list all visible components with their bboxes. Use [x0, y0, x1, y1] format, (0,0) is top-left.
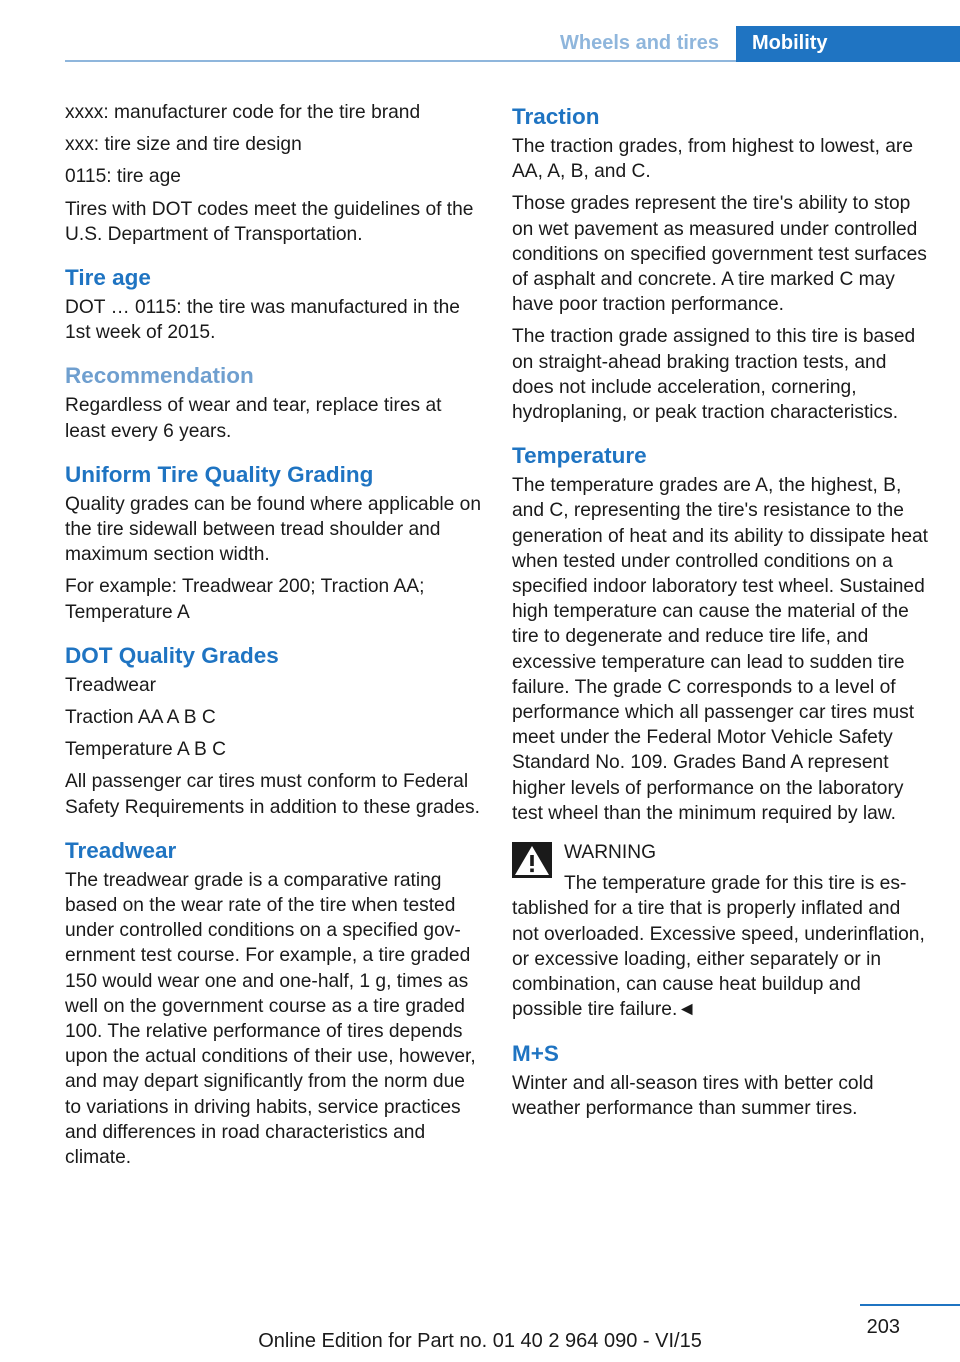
warning-triangle-icon — [512, 842, 552, 878]
utqg-text: Quality grades can be found where applicable on the tire sidewall between tread shoulder and maximum section width. — [65, 493, 482, 566]
chapter-tab-mobility: Mobility — [736, 26, 960, 62]
dot-code-guidelines-text: Tires with DOT codes meet the guidelines of the U.S. Department of Transportation. — [65, 198, 474, 245]
temperature-heading: Temperature — [512, 443, 647, 469]
dot-quality-grades-heading: DOT Quality Grades — [65, 642, 279, 668]
temperature-text: The temperature grades are A, the highest, B, and C, representing the tire's resistance to the generation of heat and its ability to dissipate heat when tested under controlled conditions on a specified indoor laboratory test wheel. Sustained high temperature can cause the material of the tire to degenerate and reduce tire life, and excessive temperature can lead to sudden tire failure. The grade C corresponds to a level of performance which all passenger car tires must meet under the Federal Motor Vehicle Safety Standard No. 109. Grades Band A represent higher levels of performance on the laboratory test wheel than the minimum required by law. — [512, 475, 929, 824]
edition-footer: Online Edition for Part no. 01 40 2 964 090 - VI/15 — [258, 1330, 702, 1352]
traction-text-2: Those grades represent the tire's ability to stop on wet pavement as measured under controlled conditions on specified government test surfaces of asphalt and concrete. A tire marked C may have poor traction performance. — [512, 193, 927, 316]
page-number: 203 — [866, 1316, 900, 1338]
warning-text: The temperature grade for this tire is established for a tire that is properly inflated and not overloaded. Excessive speed, underinflation, or excessive loading, either separately or in combination, can cause heat buildup and possible tire failure.◄ — [512, 873, 925, 1021]
treadwear-heading: Treadwear — [65, 837, 177, 863]
dot-grade-traction: Traction AA A B C — [65, 707, 216, 729]
dot-code-age-line: 0115: tire age — [65, 166, 181, 188]
footer-rule — [860, 1304, 960, 1306]
traction-text-3: The traction grade assigned to this tire is based on straight-ahead braking traction tests, and does not include acceleration, cornering, hydroplaning, or peak traction characteristics. — [512, 326, 916, 424]
warning-title: WARNING — [564, 842, 657, 864]
recommendation-heading: Recommendation — [65, 363, 254, 389]
section-tab-wheels-and-tires: Wheels and tires — [560, 32, 719, 54]
right-column — [512, 100, 932, 1128]
utqg-heading: Uniform Tire Quality Grading — [65, 461, 374, 487]
tire-age-text: DOT … 0115: the tire was manufactured in the 1st week of 2015. — [65, 297, 460, 344]
ms-text: Winter and all-season tires with better cold weather performance than summer tires. — [512, 1072, 874, 1119]
dot-grade-treadwear: Treadwear — [65, 674, 156, 696]
dot-code-size-line: xxx: tire size and tire design — [65, 134, 302, 156]
warning-block — [512, 840, 932, 1022]
traction-heading: Traction — [512, 104, 600, 129]
ms-heading: M+S — [512, 1040, 559, 1066]
traction-text-1: The traction grades, from highest to lowest, are AA, A, B, and C. — [512, 136, 913, 183]
treadwear-text: The treadwear grade is a comparative rating based on the wear rate of the tire when tested under controlled conditions on a specified government test course. For example, a tire graded 150 would wear one and one-half, 1 g, times as well on the government course as a tire graded 100. The relative performance of tires depends upon the actual conditions of their use, however, and may depart significantly from the norm due to variations in driving habits, service practices and differences in road characteristics and climate. — [65, 869, 476, 1169]
dot-grade-temperature: Temperature A B C — [65, 739, 227, 761]
dot-code-brand-line: xxxx: manufacturer code for the tire brand — [65, 102, 421, 123]
utqg-example-text: For example: Treadwear 200; Traction AA; Temperature A — [65, 576, 425, 623]
header-rule — [65, 60, 736, 62]
tire-age-heading: Tire age — [65, 265, 151, 291]
dot-grades-text: All passenger car tires must conform to Federal Safety Requirements in addition to these grades. — [65, 771, 480, 818]
left-column — [65, 100, 485, 1177]
recommendation-text: Regardless of wear and tear, replace tires at least every 6 years. — [65, 395, 442, 442]
